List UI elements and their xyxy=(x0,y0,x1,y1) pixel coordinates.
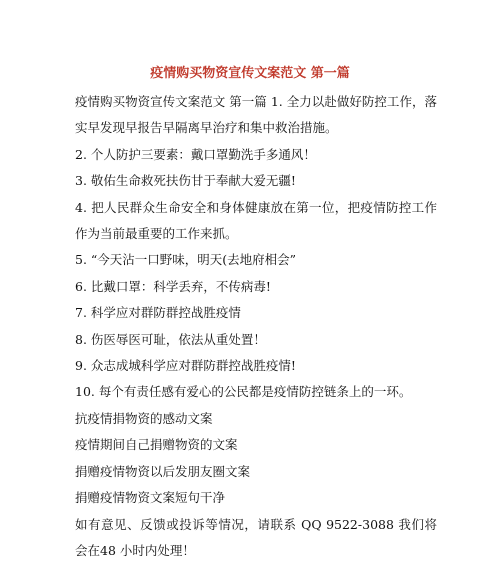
related-article-4: 捐赠疫情物资文案短句干净 xyxy=(75,490,226,506)
list-item-3: 3. 敬佑生命救死扶伤甘于奉献大爱无疆! xyxy=(75,173,296,189)
list-item-4: 4. 把人民群众生命安全和身体健康放在第一位，把疫情防控工作作为当前最重要的工作来抓。 xyxy=(75,199,437,242)
related-article-1: 抗疫情捐物资的感动文案 xyxy=(75,410,213,426)
document-title: 疫情购买物资宣传文案范文 第一篇 xyxy=(150,66,350,81)
list-item-7: 7. 科学应对群防群控战胜疫情 xyxy=(75,305,241,321)
list-item-6: 6. 比戴口罩：科学丢弃，不传病毒! xyxy=(75,278,271,294)
related-article-3: 捐赠疫情物资以后发朋友圈文案 xyxy=(75,463,251,479)
related-article-2: 疫情期间自己捐赠物资的文案 xyxy=(75,437,238,453)
list-item-10: 10. 每个有责任感有爱心的公民都是疫情防控链条上的一环。 xyxy=(75,384,412,400)
contact-notice: 如有意见、反馈或投诉等情况，请联系 QQ 9522-3088 我们将会在48 小时内处理！ xyxy=(75,516,437,558)
list-item-8: 8. 伤医辱医可耻，依法从重处置！ xyxy=(75,331,266,347)
document-body xyxy=(75,89,437,564)
list-item-5: 5. “今天沾一口野味，明天(去地府相会” xyxy=(75,252,297,268)
list-item-2: 2. 个人防护三要素：戴口罩勤洗手多通风！ xyxy=(75,146,316,162)
list-item-9: 9. 众志成城科学应对群防群控战胜疫情! xyxy=(75,358,296,374)
paragraph-intro: 疫情购买物资宣传文案范文 第一篇 1. 全力以赴做好防控工作，落实早发现早报告早隔离早治疗和集中救治措施。 xyxy=(75,94,437,136)
